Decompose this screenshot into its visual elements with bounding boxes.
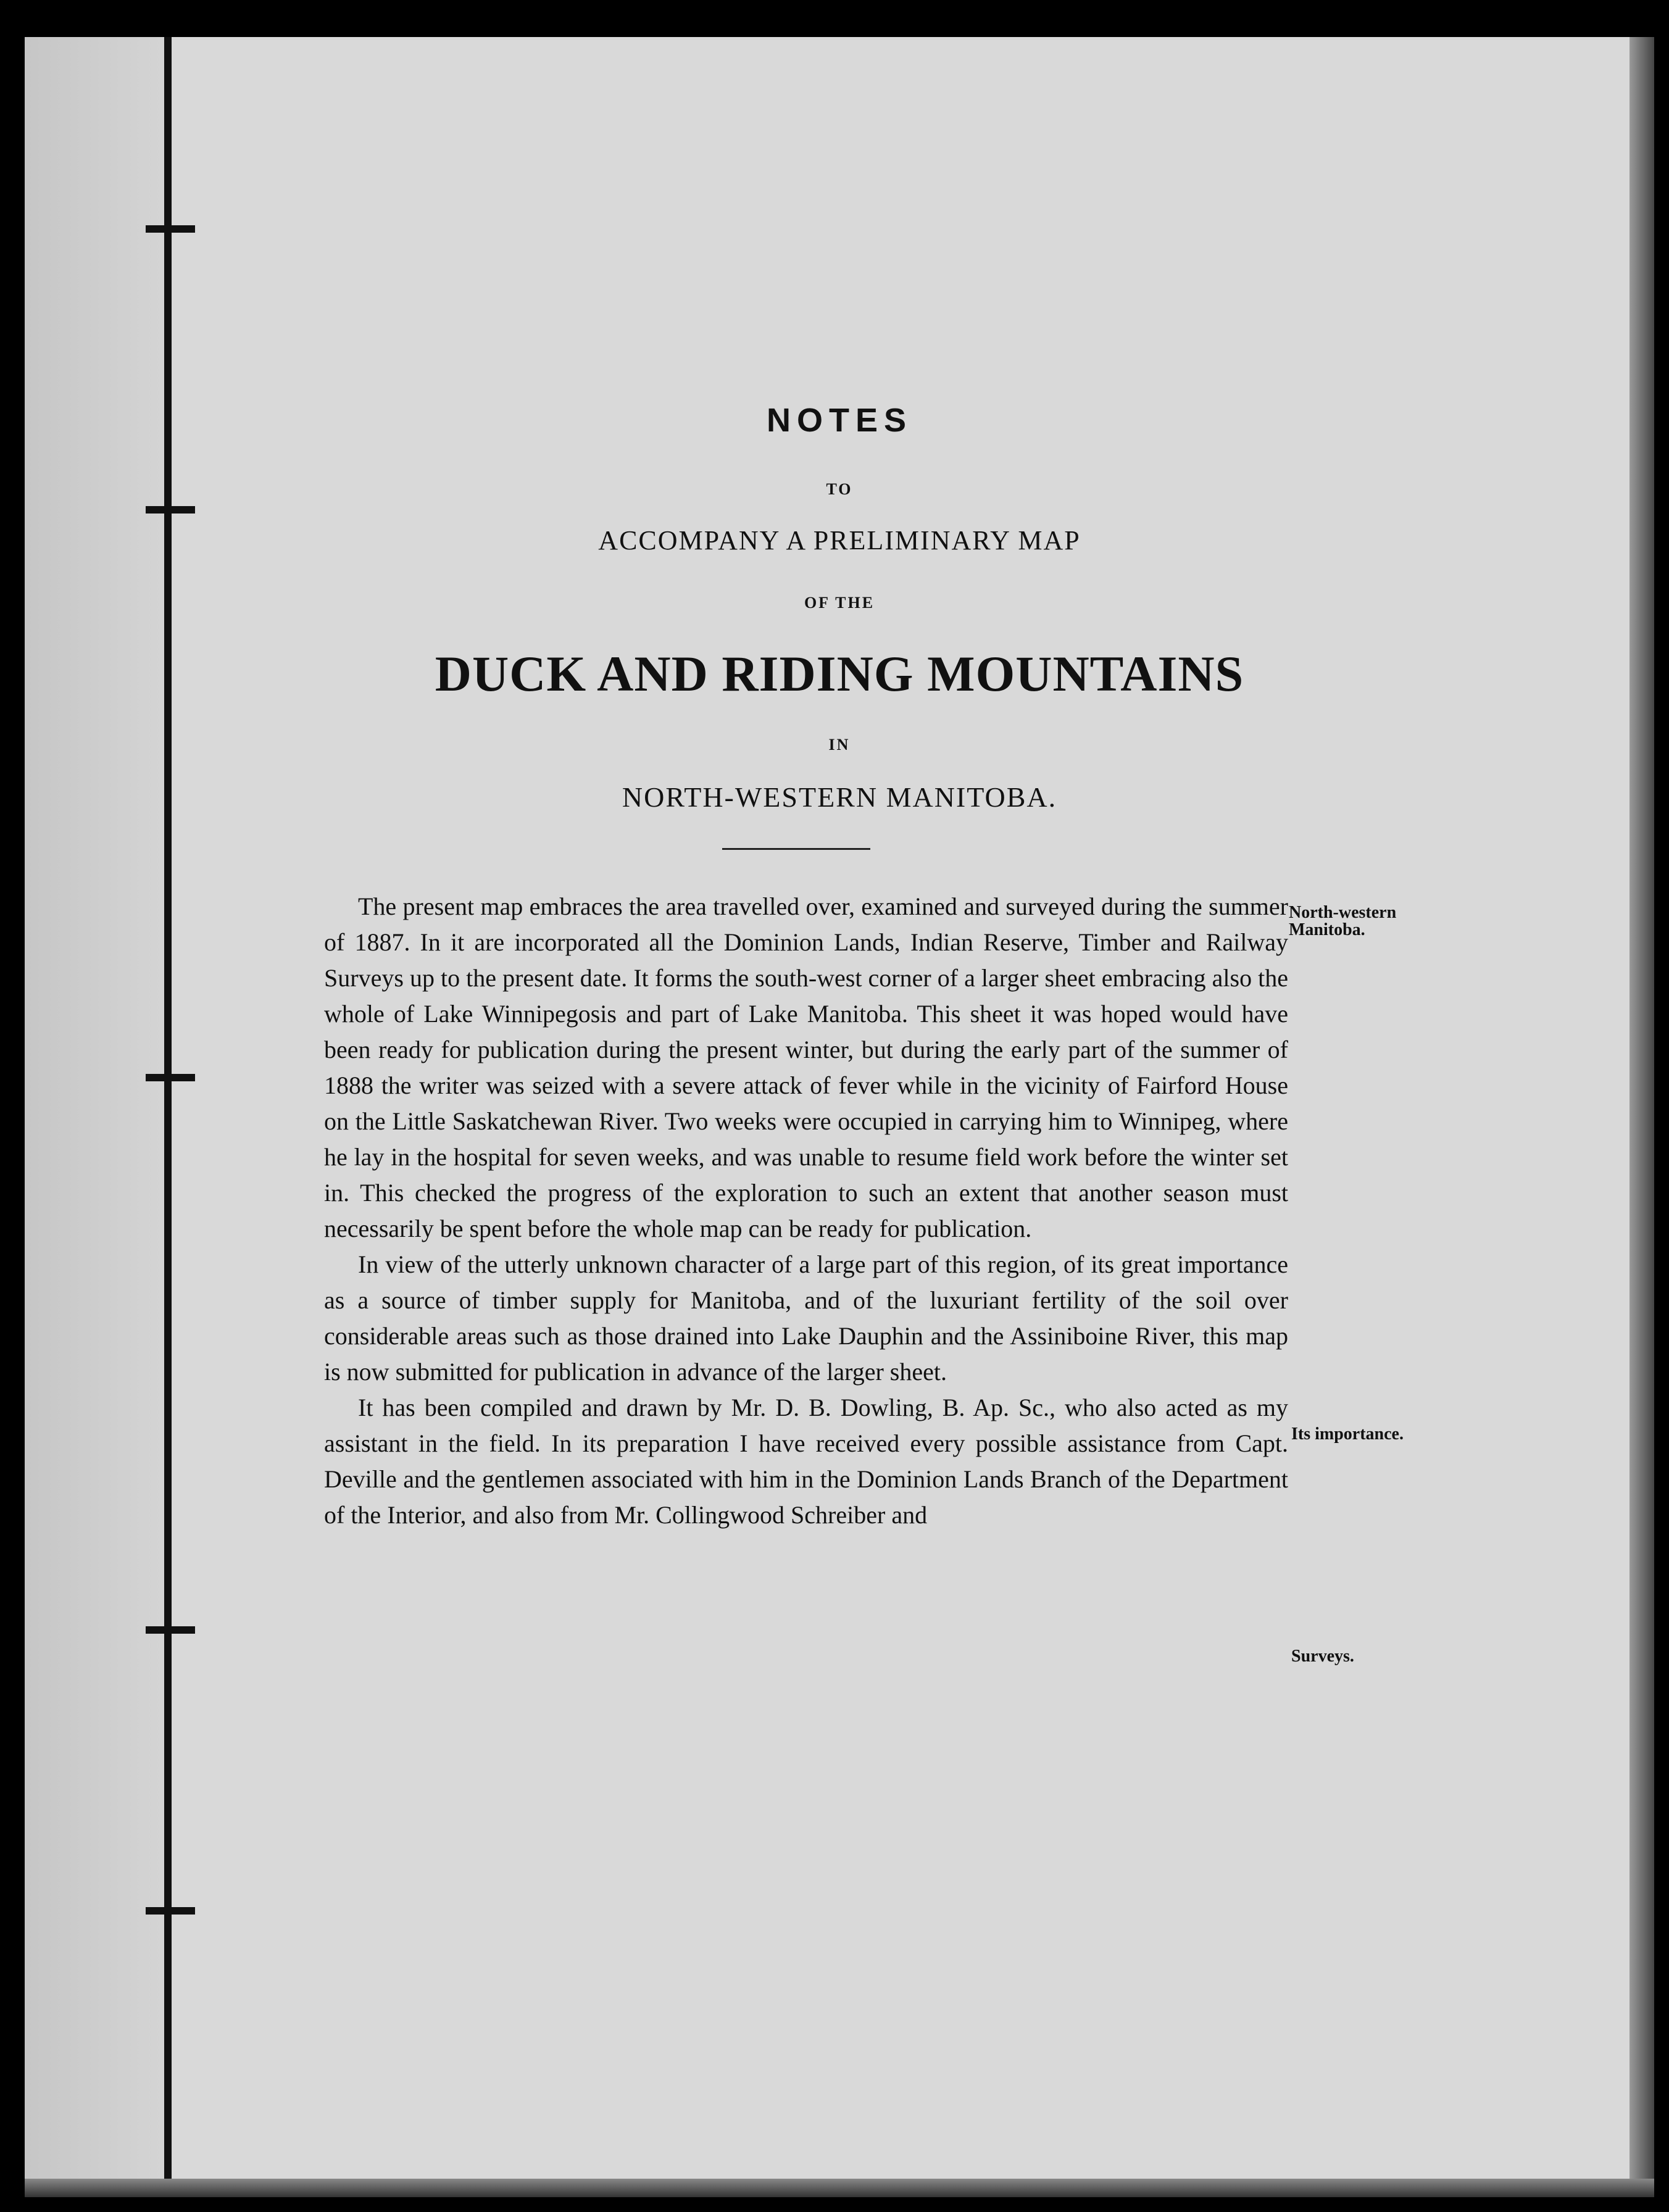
page-right-edge xyxy=(1629,37,1654,2197)
margin-note-its-importance: Its importance. xyxy=(1291,1424,1404,1444)
document-page xyxy=(25,37,1654,2197)
binding-stitch xyxy=(146,1074,195,1081)
binding-stitch xyxy=(146,1907,195,1915)
page-bottom-edge xyxy=(25,2179,1654,2197)
binding-stitch xyxy=(146,1626,195,1634)
binding-spine xyxy=(164,37,172,2197)
heading-in: IN xyxy=(828,736,851,754)
paragraph: It has been compiled and drawn by Mr. D. B. Dowling, B. Ap. Sc., who also acted as my assistant in the field. In its preparation I have received every possible assistance from Capt. Deville and the gentlemen associated with him in the Dominion Lands Branch of the Department of the Interior, and also from Mr. Collingwood Schreiber and xyxy=(324,1394,1288,1529)
heading-region: NORTH-WESTERN MANITOBA. xyxy=(622,781,1057,813)
margin-note-north-western-manitoba: North-western Manitoba. xyxy=(1289,903,1397,939)
binding-stitch xyxy=(146,225,195,233)
binding-stitch xyxy=(146,506,195,514)
heading-accompany: ACCOMPANY A PRELIMINARY MAP xyxy=(598,525,1081,555)
divider-rule xyxy=(722,848,870,850)
paragraph: The present map embraces the area travelled over, examined and surveyed during the summer of 1887. In it are incorporated all the Dominion Lands, Indian Reserve, Timber and Railway Surveys up to the present date. It forms the south-west corner of a larger sheet embracing also the whole of Lake Winnipegosis and part of Lake Manitoba. This sheet it was hoped would have been ready for publication during the present winter, but during the early part of the summer of 1888 the writer was seized with a severe attack of fever while in the vicinity of Fairford House on the Little Saskatchewan River. Two weeks were occupied in carrying him to Winnipeg, where he lay in the hospital for seven weeks, and was unable to resume field work before the winter set in. This checked the progress of the exploration to such an extent that another season must necessarily be spent before the whole map can be ready for publication. xyxy=(324,892,1288,1242)
body-text xyxy=(324,889,1288,1533)
heading-notes: NOTES xyxy=(766,402,913,439)
heading-to: TO xyxy=(826,480,853,498)
margin-note-surveys: Surveys. xyxy=(1291,1647,1354,1666)
main-title: DUCK AND RIDING MOUNTAINS xyxy=(435,646,1244,702)
paragraph: In view of the utterly unknown character of a large part of this region, of its great importance as a source of timber supply for Manitoba, and of the luxuriant fertility of the soil over considerable areas such as those drained into Lake Dauphin and the Assiniboine River, this map is now submitted for publication in advance of the larger sheet. xyxy=(324,1250,1288,1386)
heading-of-the: OF THE xyxy=(804,594,875,612)
binding-margin xyxy=(25,37,164,2197)
